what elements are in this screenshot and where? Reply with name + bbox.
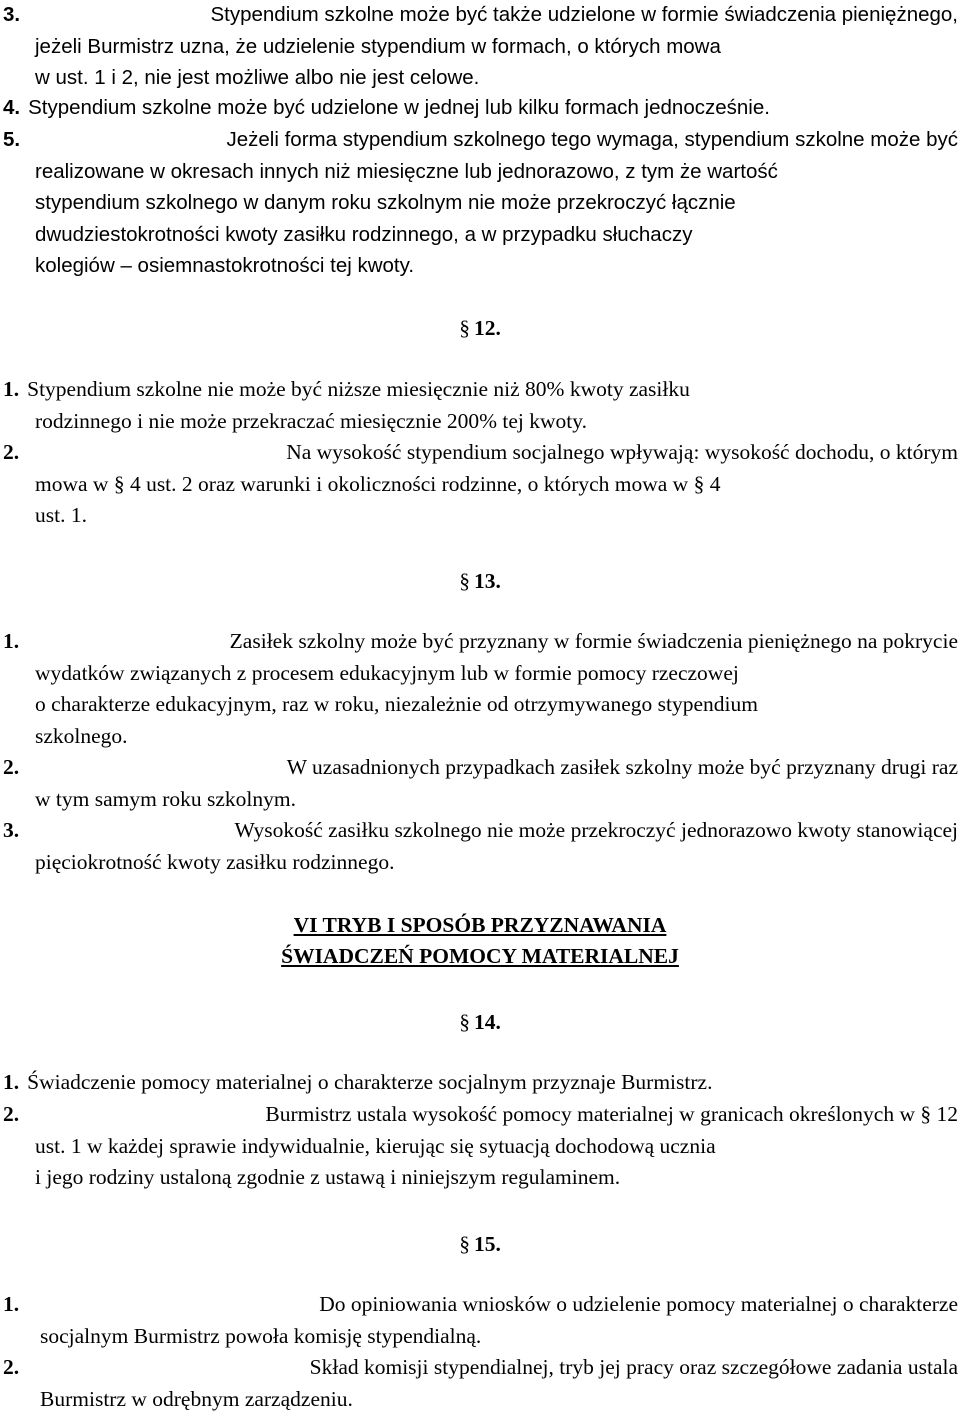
line-text: o charakterze edukacyjnym, raz w roku, niezależnie od otrzymywanego stypendium <box>35 692 758 716</box>
line-text: Stypendium szkolne nie może być niższe miesięcznie niż 80% kwoty zasiłku <box>27 377 690 401</box>
item-line <box>0 1321 958 1353</box>
section-11-item-3 <box>0 0 958 94</box>
item-line <box>0 784 958 816</box>
item-line <box>0 124 958 156</box>
section-15-item-2 <box>0 1352 958 1415</box>
line-text: socjalnym Burmistrz powoła komisję stypendialną. <box>40 1323 482 1348</box>
section-11-item-4 <box>0 92 958 124</box>
section-12-item-1 <box>0 374 958 437</box>
line-text: mowa w § 4 ust. 2 oraz warunki i okoliczności rodzinne, o których mowa w § 4 <box>35 471 721 496</box>
line-text: Zasiłek szkolny może być przyznany w formie świadczenia pieniężnego na pokrycie <box>229 629 958 653</box>
line-text: ust. 1. <box>35 503 87 527</box>
item-line <box>0 187 958 219</box>
paragraph-number: 12. <box>473 316 501 340</box>
line-text: w tym samym roku szkolnym. <box>35 786 296 811</box>
line-text: dwudziestokrotności kwoty zasiłku rodzinnego, a w przypadku słuchaczy <box>35 222 693 246</box>
item-number: 5. <box>3 128 21 151</box>
item-line <box>0 689 958 721</box>
paragraph-number: 15. <box>473 1232 501 1256</box>
item-line <box>0 847 958 879</box>
line-text: w ust. 1 i 2, nie jest możliwe albo nie jest celowe. <box>35 66 480 89</box>
item-line <box>0 219 958 251</box>
section-13-item-3 <box>0 815 958 878</box>
line-text: rodzinnego i nie może przekraczać miesięcznie 200% tej kwoty. <box>35 408 587 433</box>
item-line <box>0 437 958 469</box>
line-text: kolegiów – osiemnastokrotności tej kwoty. <box>35 254 415 277</box>
line-text: ust. 1 w każdej sprawie indywidualnie, kierując się sytuacją dochodową ucznia <box>35 1133 716 1158</box>
paragraph-number: 13. <box>473 569 501 593</box>
item-line <box>0 658 958 690</box>
line-text: W uzasadnionych przypadkach zasiłek szkolny może być przyznany drugi raz <box>286 755 958 779</box>
item-line <box>0 31 958 63</box>
item-line <box>0 1384 958 1416</box>
section-14-item-1 <box>0 1067 958 1099</box>
item-line <box>0 1099 958 1131</box>
item-line <box>0 1352 958 1384</box>
line-text: Stypendium szkolne może być także udzielone w formie świadczenia pieniężnego, <box>210 3 958 26</box>
chapter-heading <box>0 910 960 972</box>
item-number: 2. <box>3 440 20 464</box>
chapter-heading-line-1: VI TRYB I SPOSÓB PRZYZNAWANIA <box>293 913 667 937</box>
paragraph-12-heading <box>0 313 960 343</box>
line-text: Wysokość zasiłku szkolnego nie może przekroczyć jednorazowo kwoty stanowiącej <box>234 818 958 842</box>
section-15-item-1 <box>0 1289 958 1352</box>
line-text: realizowane w okresach innych niż miesięczne lub jednorazowo, z tym że wartość <box>35 159 778 183</box>
line-text: Skład komisji stypendialnej, tryb jej pracy oraz szczegółowe zadania ustala <box>309 1355 958 1379</box>
item-line <box>0 0 958 31</box>
item-line <box>0 1131 958 1163</box>
item-number: 1. <box>3 1292 20 1316</box>
line-text: Stypendium szkolne może być udzielone w jednej lub kilku formach jednocześnie. <box>28 96 770 119</box>
paragraph-13-heading <box>0 566 960 596</box>
item-line <box>0 92 958 124</box>
section-sign: § <box>459 1232 470 1256</box>
line-text: Do opiniowania wniosków o udzielenie pomocy materialnej o charakterze <box>319 1292 958 1316</box>
section-14-item-2 <box>0 1099 958 1194</box>
item-number: 4. <box>3 96 21 119</box>
item-line <box>0 250 958 282</box>
item-line <box>0 374 958 406</box>
item-line <box>0 1162 958 1194</box>
section-12-item-2 <box>0 437 958 532</box>
line-text: jeżeli Burmistrz uzna, że udzielenie stypendium w formach, o których mowa <box>35 34 721 58</box>
line-text: szkolnego. <box>35 723 128 748</box>
section-13-item-1 <box>0 626 958 752</box>
item-line <box>0 1289 958 1321</box>
item-number: 1. <box>3 629 20 653</box>
line-text: Świadczenie pomocy materialnej o charakterze socjalnym przyznaje Burmistrz. <box>27 1070 713 1094</box>
paragraph-14-heading <box>0 1007 960 1037</box>
section-sign: § <box>459 316 470 340</box>
item-line <box>0 406 958 438</box>
section-11-item-5 <box>0 124 958 282</box>
line-text: Na wysokość stypendium socjalnego wpływają: wysokość dochodu, o którym <box>286 440 958 464</box>
chapter-heading-line-2: ŚWIADCZEŃ POMOCY MATERIALNEJ <box>281 944 679 968</box>
item-line <box>0 156 958 188</box>
line-text: Jeżeli forma stypendium szkolnego tego wymaga, stypendium szkolne może być <box>226 128 958 151</box>
item-line <box>0 626 958 658</box>
section-13-item-2 <box>0 752 958 815</box>
item-number: 3. <box>3 818 20 842</box>
item-line <box>0 721 958 753</box>
item-number: 1. <box>3 377 20 401</box>
item-line <box>0 752 958 784</box>
item-line <box>0 815 958 847</box>
line-text: pięciokrotność kwoty zasiłku rodzinnego. <box>35 849 395 874</box>
paragraph-number: 14. <box>473 1010 501 1034</box>
item-line <box>0 62 958 94</box>
line-text: Burmistrz w odrębnym zarządzeniu. <box>40 1386 353 1411</box>
item-number: 2. <box>3 755 20 779</box>
section-sign: § <box>459 1010 470 1034</box>
section-sign: § <box>459 569 470 593</box>
item-number: 1. <box>3 1070 20 1094</box>
item-number: 2. <box>3 1355 20 1379</box>
item-number: 3. <box>3 3 21 26</box>
paragraph-15-heading <box>0 1229 960 1259</box>
line-text: wydatków związanych z procesem edukacyjnym lub w formie pomocy rzeczowej <box>35 660 739 685</box>
item-number: 2. <box>3 1102 20 1126</box>
line-text: stypendium szkolnego w danym roku szkolnym nie może przekroczyć łącznie <box>35 191 736 214</box>
item-line <box>0 500 958 532</box>
item-line <box>0 469 958 501</box>
line-text: i jego rodziny ustaloną zgodnie z ustawą i niniejszym regulaminem. <box>35 1165 621 1189</box>
line-text: Burmistrz ustala wysokość pomocy materialnej w granicach określonych w § 12 <box>265 1102 958 1126</box>
item-line <box>0 1067 958 1099</box>
